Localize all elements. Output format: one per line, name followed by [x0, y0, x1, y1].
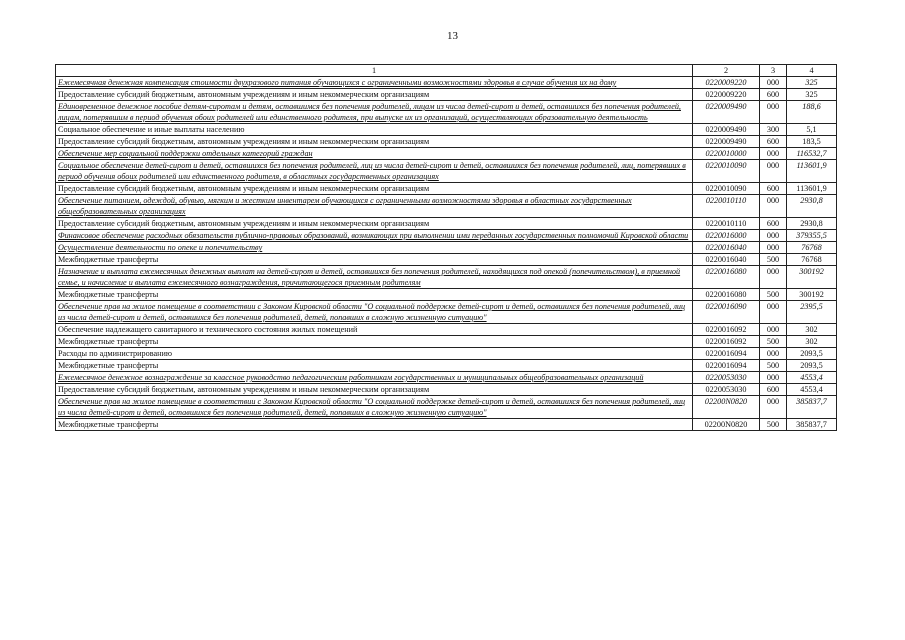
- row-name-cell: Обеспечение прав на жилое помещение в соответствии с Законом Кировской области "О социальной поддержке детей-сирот и детей, оставшихся без попечения родителей, лиц из числа детей-сирот и детей, оставшихся без попечения родителей, детей, попавших в сложную жизненную ситуацию": [56, 396, 693, 419]
- row-amount-cell: 385837,7: [787, 396, 837, 419]
- row-code-cell: 0220009220: [693, 77, 760, 89]
- row-amount-cell: 385837,7: [787, 419, 837, 431]
- row-amount-cell: 302: [787, 336, 837, 348]
- row-name-cell: Обеспечение прав на жилое помещение в соответствии с Законом Кировской области "О социальной поддержке детей-сирот и детей, оставшихся без попечения родителей, лиц из числа детей-сирот и детей, оставшихся без попечения родителей, детей, попавших в сложную жизненную ситуацию": [56, 301, 693, 324]
- row-amount-cell: 113601,9: [787, 160, 837, 183]
- row-type-cell: 000: [760, 77, 787, 89]
- row-type-cell: 600: [760, 89, 787, 101]
- row-amount-cell: 2093,5: [787, 348, 837, 360]
- row-amount-cell: 2930,8: [787, 218, 837, 230]
- row-type-cell: 600: [760, 384, 787, 396]
- row-code-cell: 0220016090: [693, 301, 760, 324]
- row-code-cell: 02200N0820: [693, 396, 760, 419]
- row-code-cell: 0220009490: [693, 136, 760, 148]
- table-row: [56, 136, 837, 148]
- row-name-cell: Предоставление субсидий бюджетным, автономным учреждениям и иным некоммерческим организациям: [56, 89, 693, 101]
- table-body: [56, 77, 837, 431]
- row-name-cell: Финансовое обеспечение расходных обязательств публично-правовых образований, возникающих при выполнении ими переданных государственных полномочий Кировской области: [56, 230, 693, 242]
- row-code-cell: 0220009490: [693, 124, 760, 136]
- row-name-cell: Предоставление субсидий бюджетным, автономным учреждениям и иным некоммерческим организациям: [56, 183, 693, 195]
- row-amount-cell: 76768: [787, 254, 837, 266]
- column-header-name: 1: [56, 65, 693, 77]
- row-type-cell: 000: [760, 324, 787, 336]
- row-code-cell: 0220016094: [693, 348, 760, 360]
- row-amount-cell: 379355,5: [787, 230, 837, 242]
- table-row: [56, 360, 837, 372]
- table-row: [56, 230, 837, 242]
- row-name-cell: Социальное обеспечение детей-сирот и детей, оставшихся без попечения родителей, лиц из числа детей-сирот и детей, оставшихся без попечения родителей, лиц, потерявших в период обучения обоих родителей или единственного родителя, в областных государственных организациях: [56, 160, 693, 183]
- row-type-cell: 000: [760, 348, 787, 360]
- row-name-cell: Социальное обеспечение и иные выплаты населению: [56, 124, 693, 136]
- column-header-code: 2: [693, 65, 760, 77]
- table-row: [56, 254, 837, 266]
- table-row: [56, 124, 837, 136]
- table-row: [56, 89, 837, 101]
- row-name-cell: Межбюджетные трансферты: [56, 254, 693, 266]
- row-name-cell: Ежемесячная денежная компенсация стоимости двухразового питания обучающихся с ограниченными возможностями здоровья в случае обучения их на дому: [56, 77, 693, 89]
- row-code-cell: 0220009490: [693, 101, 760, 124]
- row-amount-cell: 116532,7: [787, 148, 837, 160]
- row-name-cell: Назначение и выплата ежемесячных денежных выплат на детей-сирот и детей, оставшихся без попечения родителей, находящихся под опекой (попечительством), в приемной семье, и начисление и выплата ежемесячного вознаграждения, причитающегося приемным родителям: [56, 266, 693, 289]
- row-type-cell: 000: [760, 195, 787, 218]
- row-amount-cell: 4553,4: [787, 384, 837, 396]
- row-amount-cell: 113601,9: [787, 183, 837, 195]
- table-row: [56, 160, 837, 183]
- row-type-cell: 500: [760, 360, 787, 372]
- row-amount-cell: 5,1: [787, 124, 837, 136]
- row-type-cell: 500: [760, 336, 787, 348]
- table-row: [56, 183, 837, 195]
- row-type-cell: 000: [760, 301, 787, 324]
- row-name-cell: Осуществление деятельности по опеке и попечительству: [56, 242, 693, 254]
- table-row: [56, 101, 837, 124]
- table-row: [56, 396, 837, 419]
- row-type-cell: 600: [760, 218, 787, 230]
- row-code-cell: 02200N0820: [693, 419, 760, 431]
- row-code-cell: 0220016040: [693, 242, 760, 254]
- row-code-cell: 0220009220: [693, 89, 760, 101]
- row-name-cell: Межбюджетные трансферты: [56, 419, 693, 431]
- page-number: 13: [447, 30, 458, 42]
- row-code-cell: 0220016080: [693, 266, 760, 289]
- row-amount-cell: 2930,8: [787, 195, 837, 218]
- row-amount-cell: 183,5: [787, 136, 837, 148]
- table-row: [56, 266, 837, 289]
- row-name-cell: Обеспечение надлежащего санитарного и технического состояния жилых помещений: [56, 324, 693, 336]
- budget-table: [55, 64, 837, 431]
- row-name-cell: Предоставление субсидий бюджетным, автономным учреждениям и иным некоммерческим организациям: [56, 384, 693, 396]
- row-type-cell: 600: [760, 183, 787, 195]
- row-code-cell: 0220010000: [693, 148, 760, 160]
- table-row: [56, 419, 837, 431]
- table-row: [56, 148, 837, 160]
- row-code-cell: 0220053030: [693, 384, 760, 396]
- table-row: [56, 348, 837, 360]
- row-name-cell: Обеспечение мер социальной поддержки отдельных категорий граждан: [56, 148, 693, 160]
- row-code-cell: 0220010110: [693, 195, 760, 218]
- row-amount-cell: 325: [787, 77, 837, 89]
- row-type-cell: 000: [760, 101, 787, 124]
- row-amount-cell: 2395,5: [787, 301, 837, 324]
- row-name-cell: Межбюджетные трансферты: [56, 360, 693, 372]
- table-row: [56, 301, 837, 324]
- table-row: [56, 289, 837, 301]
- row-name-cell: Предоставление субсидий бюджетным, автономным учреждениям и иным некоммерческим организациям: [56, 218, 693, 230]
- row-name-cell: Предоставление субсидий бюджетным, автономным учреждениям и иным некоммерческим организациям: [56, 136, 693, 148]
- row-type-cell: 000: [760, 148, 787, 160]
- row-amount-cell: 188,6: [787, 101, 837, 124]
- row-type-cell: 000: [760, 372, 787, 384]
- row-amount-cell: 76768: [787, 242, 837, 254]
- row-type-cell: 000: [760, 230, 787, 242]
- row-type-cell: 000: [760, 396, 787, 419]
- row-type-cell: 000: [760, 160, 787, 183]
- table-row: [56, 384, 837, 396]
- row-name-cell: Обеспечение питанием, одеждой, обувью, мягким и жестким инвентарем обучающихся с ограниченными возможностями здоровья в областных государственных общеобразовательных организациях: [56, 195, 693, 218]
- row-code-cell: 0220016000: [693, 230, 760, 242]
- table-row: [56, 218, 837, 230]
- column-header-type: 3: [760, 65, 787, 77]
- row-code-cell: 0220016094: [693, 360, 760, 372]
- row-amount-cell: 300192: [787, 289, 837, 301]
- row-name-cell: Расходы по администрированию: [56, 348, 693, 360]
- row-code-cell: 0220016080: [693, 289, 760, 301]
- row-name-cell: Ежемесячное денежное вознаграждение за классное руководство педагогическим работникам государственных и муниципальных общеобразовательных организаций: [56, 372, 693, 384]
- row-name-cell: Единовременное денежное пособие детям-сиротам и детям, оставшимся без попечения родителей, лицам из числа детей-сирот и детей, оставшихся без попечения родителей, лицам, потерявшим в период обучения обоих родителей или единственного родителя, при выпуске их из организаций, осуществляющих образовательную деятельность: [56, 101, 693, 124]
- table-row: [56, 372, 837, 384]
- table-header-row: [56, 65, 837, 77]
- row-type-cell: 000: [760, 242, 787, 254]
- row-amount-cell: 325: [787, 89, 837, 101]
- row-code-cell: 0220016092: [693, 324, 760, 336]
- row-amount-cell: 302: [787, 324, 837, 336]
- table-row: [56, 242, 837, 254]
- row-type-cell: 000: [760, 266, 787, 289]
- table-row: [56, 336, 837, 348]
- row-type-cell: 500: [760, 419, 787, 431]
- row-amount-cell: 300192: [787, 266, 837, 289]
- row-type-cell: 500: [760, 289, 787, 301]
- row-code-cell: 0220010090: [693, 183, 760, 195]
- row-amount-cell: 4553,4: [787, 372, 837, 384]
- row-type-cell: 500: [760, 254, 787, 266]
- column-header-amount: 4: [787, 65, 837, 77]
- row-amount-cell: 2093,5: [787, 360, 837, 372]
- row-code-cell: 0220010090: [693, 160, 760, 183]
- row-code-cell: 0220016092: [693, 336, 760, 348]
- row-type-cell: 300: [760, 124, 787, 136]
- row-type-cell: 600: [760, 136, 787, 148]
- row-name-cell: Межбюджетные трансферты: [56, 289, 693, 301]
- row-code-cell: 0220016040: [693, 254, 760, 266]
- table-row: [56, 195, 837, 218]
- row-name-cell: Межбюджетные трансферты: [56, 336, 693, 348]
- table-row: [56, 324, 837, 336]
- row-code-cell: 0220010110: [693, 218, 760, 230]
- table-row: [56, 77, 837, 89]
- row-code-cell: 0220053030: [693, 372, 760, 384]
